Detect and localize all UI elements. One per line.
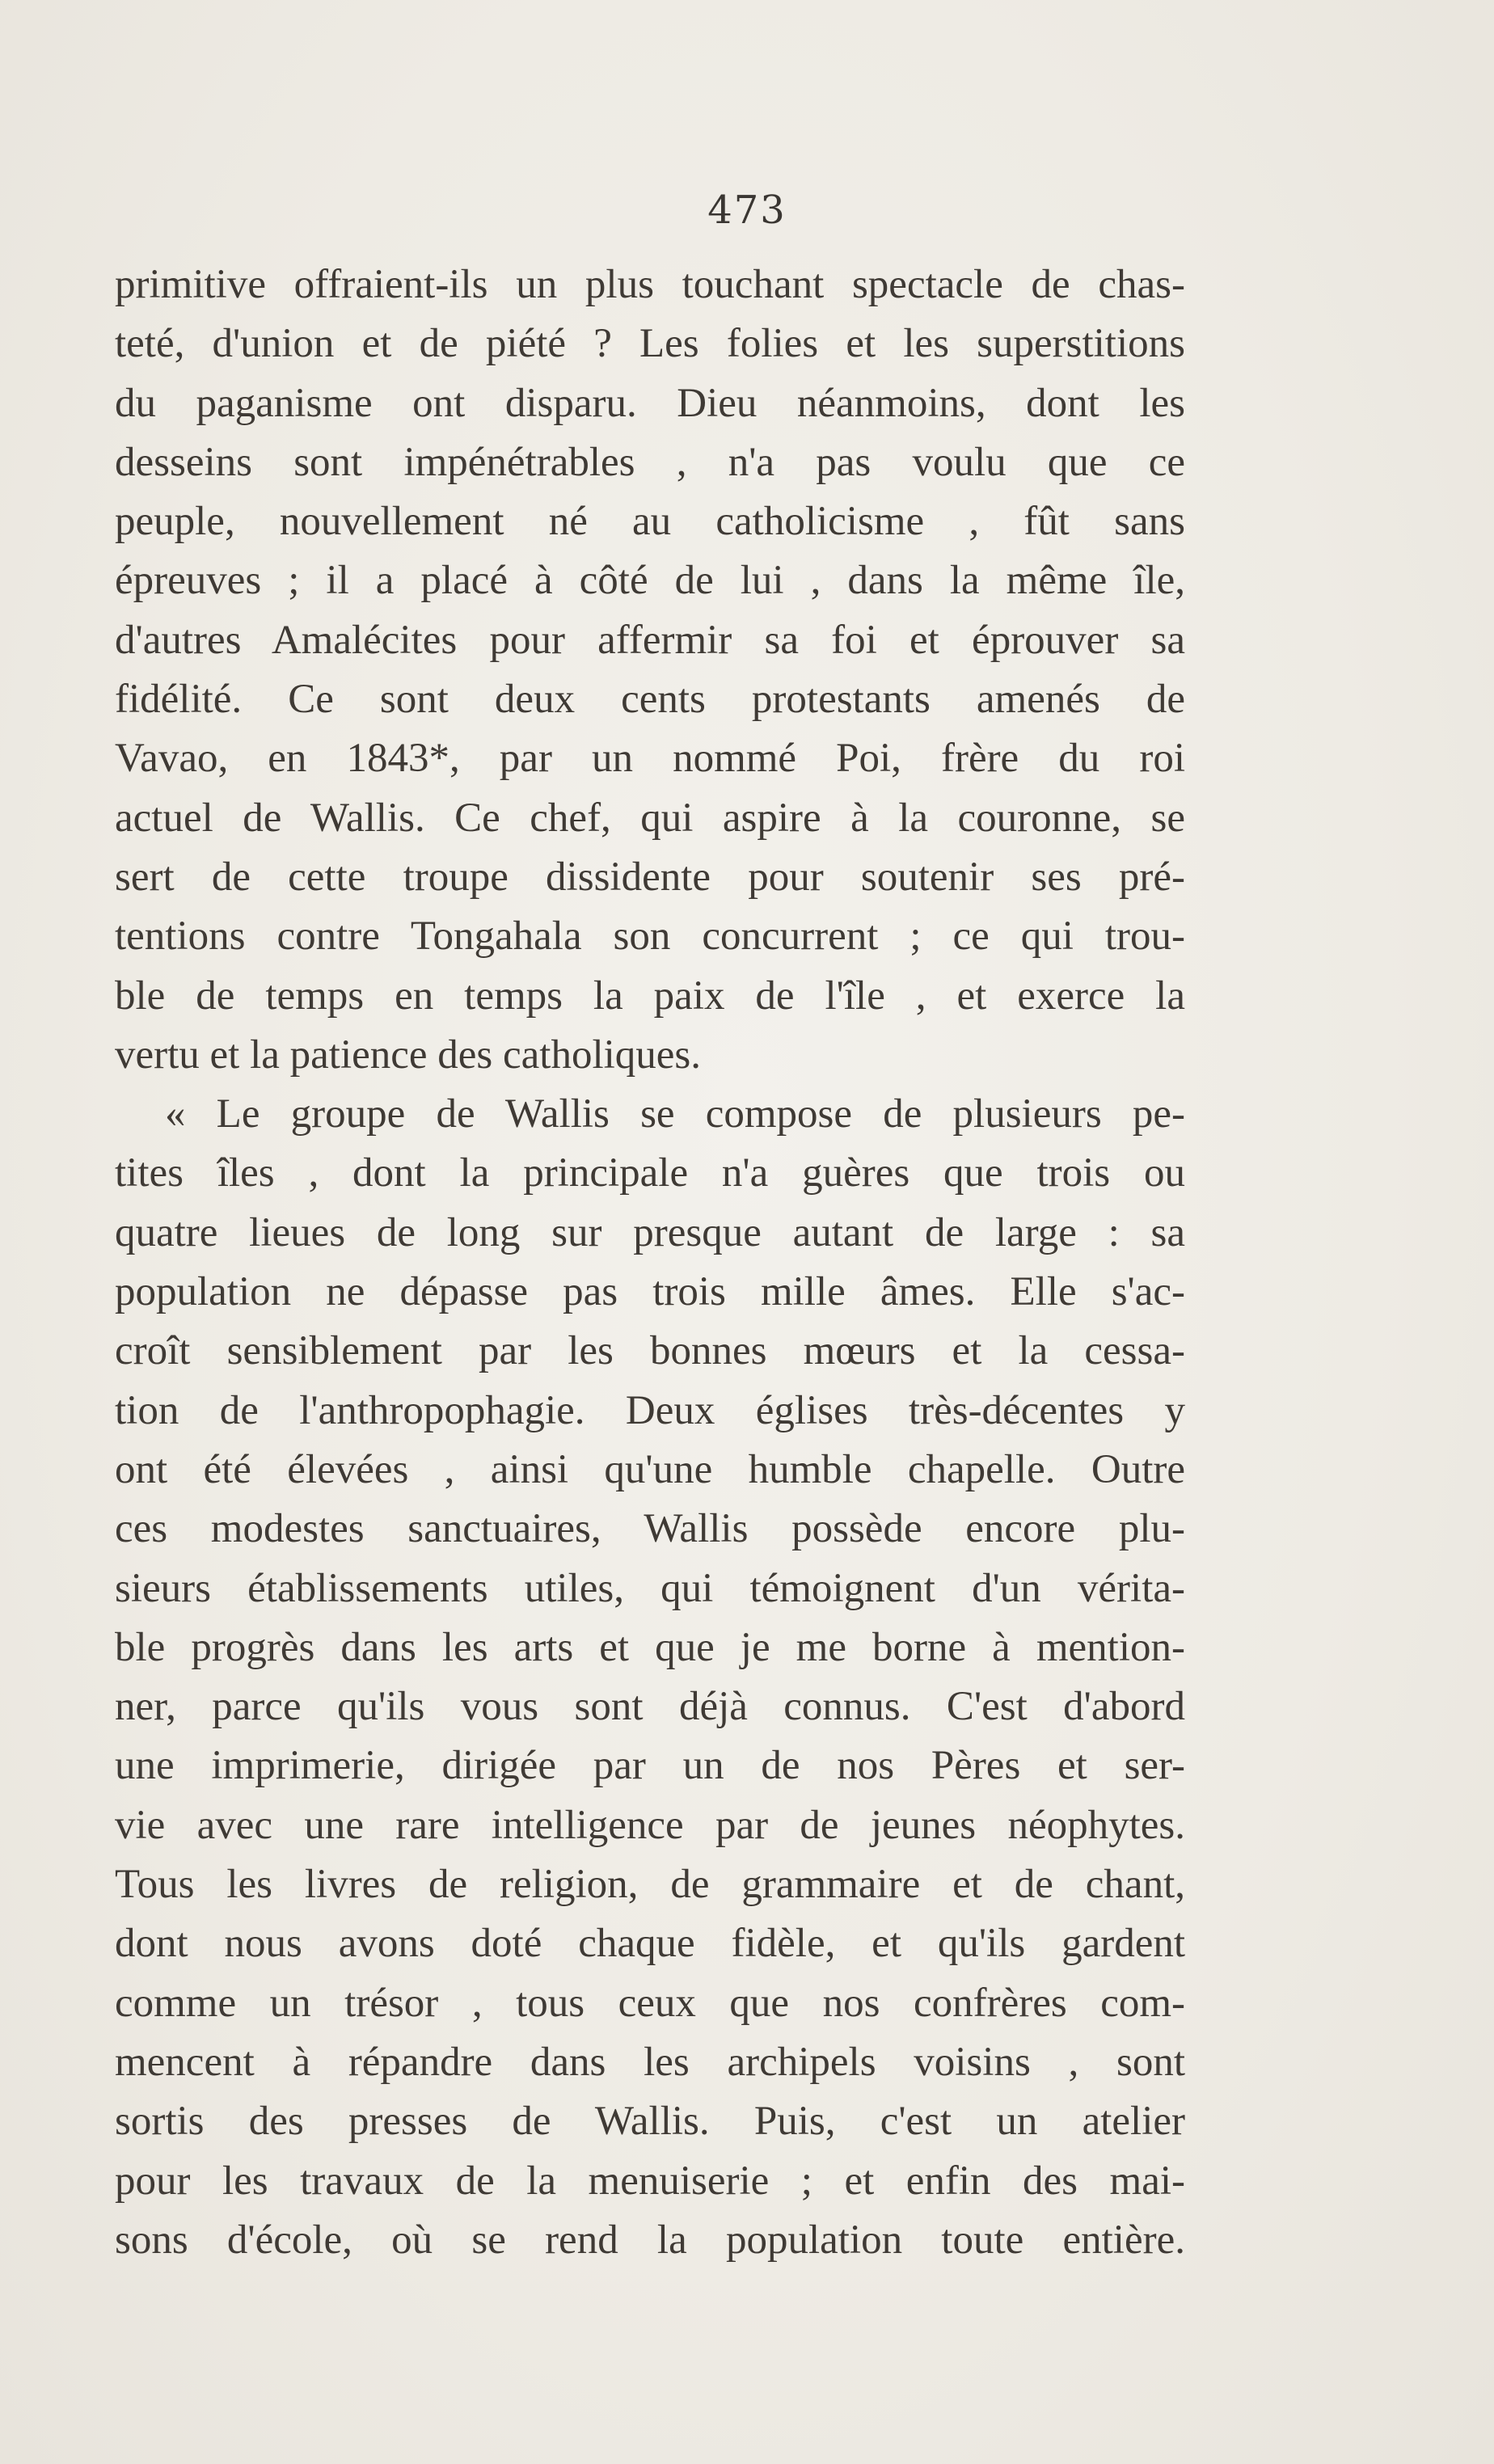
text-line: sortis des presses de Wallis. Puis, c'est un atelier	[115, 2099, 1185, 2145]
text-line: population ne dépasse pas trois mille âmes. Elle s'ac-	[115, 1269, 1185, 1315]
text-line: pour les travaux de la menuiserie ; et enfin des mai-	[115, 2158, 1185, 2204]
text-line: peuple, nouvellement né au catholicisme , fût sans	[115, 499, 1185, 545]
text-line: du paganisme ont disparu. Dieu néanmoins, dont les	[115, 380, 1185, 426]
text-line: d'autres Amalécites pour affermir sa foi et éprouver sa	[115, 617, 1185, 663]
text-line: ble de temps en temps la paix de l'île , et exerce la	[115, 973, 1185, 1019]
text-line: Tous les livres de religion, de grammaire et de chant,	[115, 1862, 1185, 1908]
text-line: mencent à répandre dans les archipels voisins , sont	[115, 2039, 1185, 2085]
text-line: fidélité. Ce sont deux cents protestants amenés de	[115, 677, 1185, 723]
text-line: tion de l'anthropophagie. Deux églises très-décentes y	[115, 1387, 1185, 1433]
text-line: épreuves ; il a placé à côté de lui , dans la même île,	[115, 558, 1185, 604]
text-line: vertu et la patience des catholiques.	[115, 1032, 702, 1078]
text-line: ner, parce qu'ils vous sont déjà connus. C'est d'abord	[115, 1684, 1185, 1730]
text-line: sert de cette troupe dissidente pour soutenir ses pré-	[115, 854, 1185, 900]
text-line: croît sensiblement par les bonnes mœurs et la cessa-	[115, 1328, 1185, 1374]
text-line: actuel de Wallis. Ce chef, qui aspire à la couronne, se	[115, 795, 1185, 841]
text-line: teté, d'union et de piété ? Les folies et les superstitions	[115, 321, 1185, 367]
text-line: sieurs établissements utiles, qui témoignent d'un vérita-	[115, 1565, 1185, 1611]
text-line: desseins sont impénétrables , n'a pas voulu que ce	[115, 439, 1185, 485]
text-line: une imprimerie, dirigée par un de nos Pères et ser-	[115, 1743, 1185, 1789]
text-line: quatre lieues de long sur presque autant de large : sa	[115, 1209, 1185, 1255]
page-number: 473	[707, 188, 787, 233]
text-line: ble progrès dans les arts et que je me borne à mention-	[115, 1624, 1185, 1670]
text-line: tites îles , dont la principale n'a guères que trois ou	[115, 1150, 1185, 1196]
text-line: Vavao, en 1843*, par un nommé Poi, frère du roi	[115, 736, 1185, 782]
text-line: primitive offraient-ils un plus touchant spectacle de chas-	[115, 262, 1185, 307]
text-line: ont été élevées , ainsi qu'une humble chapelle. Outre	[115, 1446, 1185, 1492]
text-line: sons d'école, où se rend la population toute entière.	[115, 2217, 1185, 2263]
text-line: vie avec une rare intelligence par de jeunes néophytes.	[115, 1802, 1185, 1848]
text-line: ces modestes sanctuaires, Wallis possède encore plu-	[115, 1506, 1185, 1552]
text-line: tentions contre Tongahala son concurrent ; ce qui trou-	[115, 913, 1185, 960]
body-text	[115, 255, 1185, 2270]
text-line: comme un trésor , tous ceux que nos confrères com-	[115, 1980, 1185, 2026]
text-line: dont nous avons doté chaque fidèle, et qu'ils gardent	[115, 1921, 1185, 1967]
paragraph-start-line: « Le groupe de Wallis se compose de plusieurs pe-	[165, 1091, 1185, 1137]
